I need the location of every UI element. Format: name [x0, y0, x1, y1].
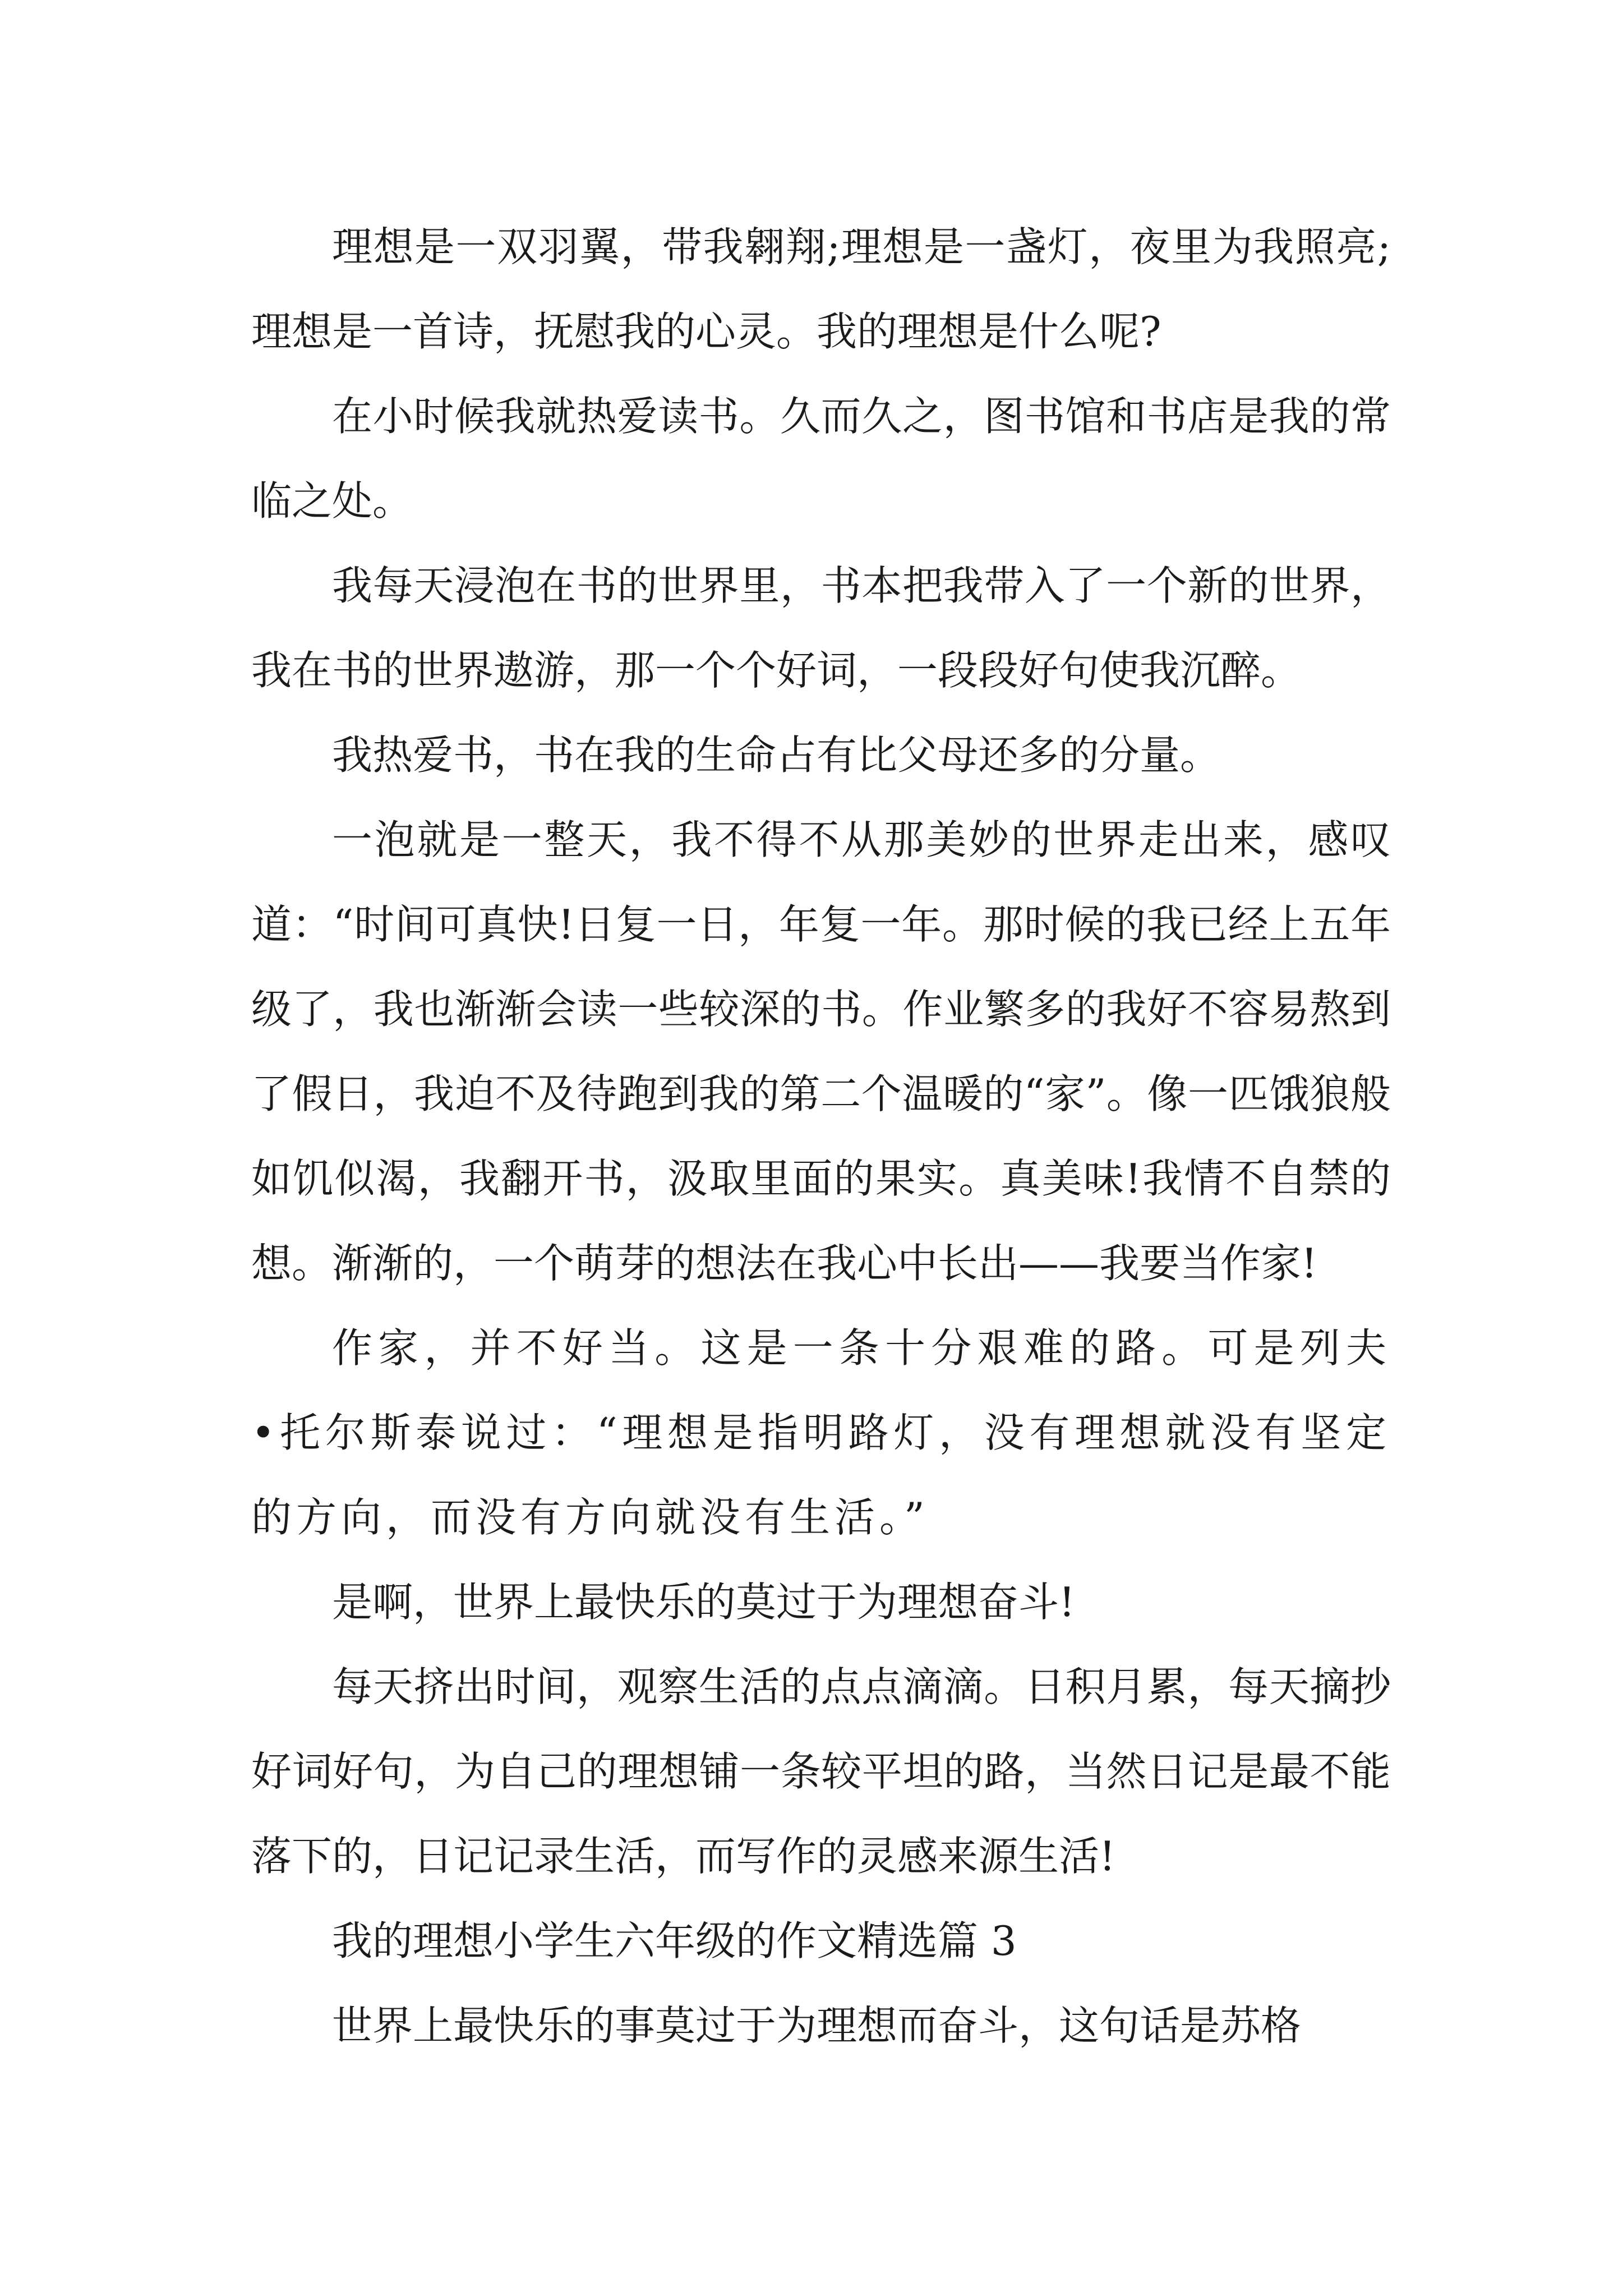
- paragraph-9: 世界上最快乐的事莫过于为理想而奋斗，这句话是苏格: [332, 2002, 1302, 2049]
- document-body: [251, 205, 1391, 2068]
- paragraph-5: 一泡就是一整天，我不得不从那美妙的世界走出来，感叹道：“时间可真快!日复一日，年复一年。那时候的我已经上五年级了，我也渐渐会读一些较深的书。作业繁多的我好不容易熬到了假日，我迫不及待跑到我的第二个温暖的“家”。像一匹饿狼般如饥似渴，我翻开书，汲取里面的果实。真美味!我情不自禁的想。渐渐的，一个萌芽的想法在我心中长出——我要当作家!: [251, 816, 1391, 1287]
- section-heading: 我的理想小学生六年级的作文精选篇 3: [332, 1917, 1017, 1964]
- paragraph-2: 在小时候我就热爱读书。久而久之，图书馆和书店是我的常临之处。: [251, 393, 1391, 524]
- paragraph-1: 理想是一双羽翼，带我翱翔;理想是一盏灯，夜里为我照亮;理想是一首诗，抚慰我的心灵。我的理想是什么呢?: [251, 223, 1391, 355]
- paragraph-7: 是啊，世界上最快乐的莫过于为理想奋斗!: [332, 1579, 1075, 1626]
- paragraph-6: 作家，并不好当。这是一条十分艰难的路。可是列夫•托尔斯泰说过：“理想是指明路灯，没有理想就没有坚定的方向，而没有方向就没有生活。”: [251, 1324, 1391, 1541]
- paragraph-4: 我热爱书，书在我的生命占有比父母还多的分量。: [332, 731, 1221, 779]
- paragraph-3: 我每天浸泡在书的世界里，书本把我带入了一个新的世界，我在书的世界遨游，那一个个好词，一段段好句使我沉醉。: [251, 562, 1391, 694]
- paragraph-8: 每天挤出时间，观察生活的点点滴滴。日积月累，每天摘抄好词好句，为自己的理想铺一条较平坦的路，当然日记是最不能落下的，日记记录生活，而写作的灵感来源生活!: [251, 1663, 1391, 1880]
